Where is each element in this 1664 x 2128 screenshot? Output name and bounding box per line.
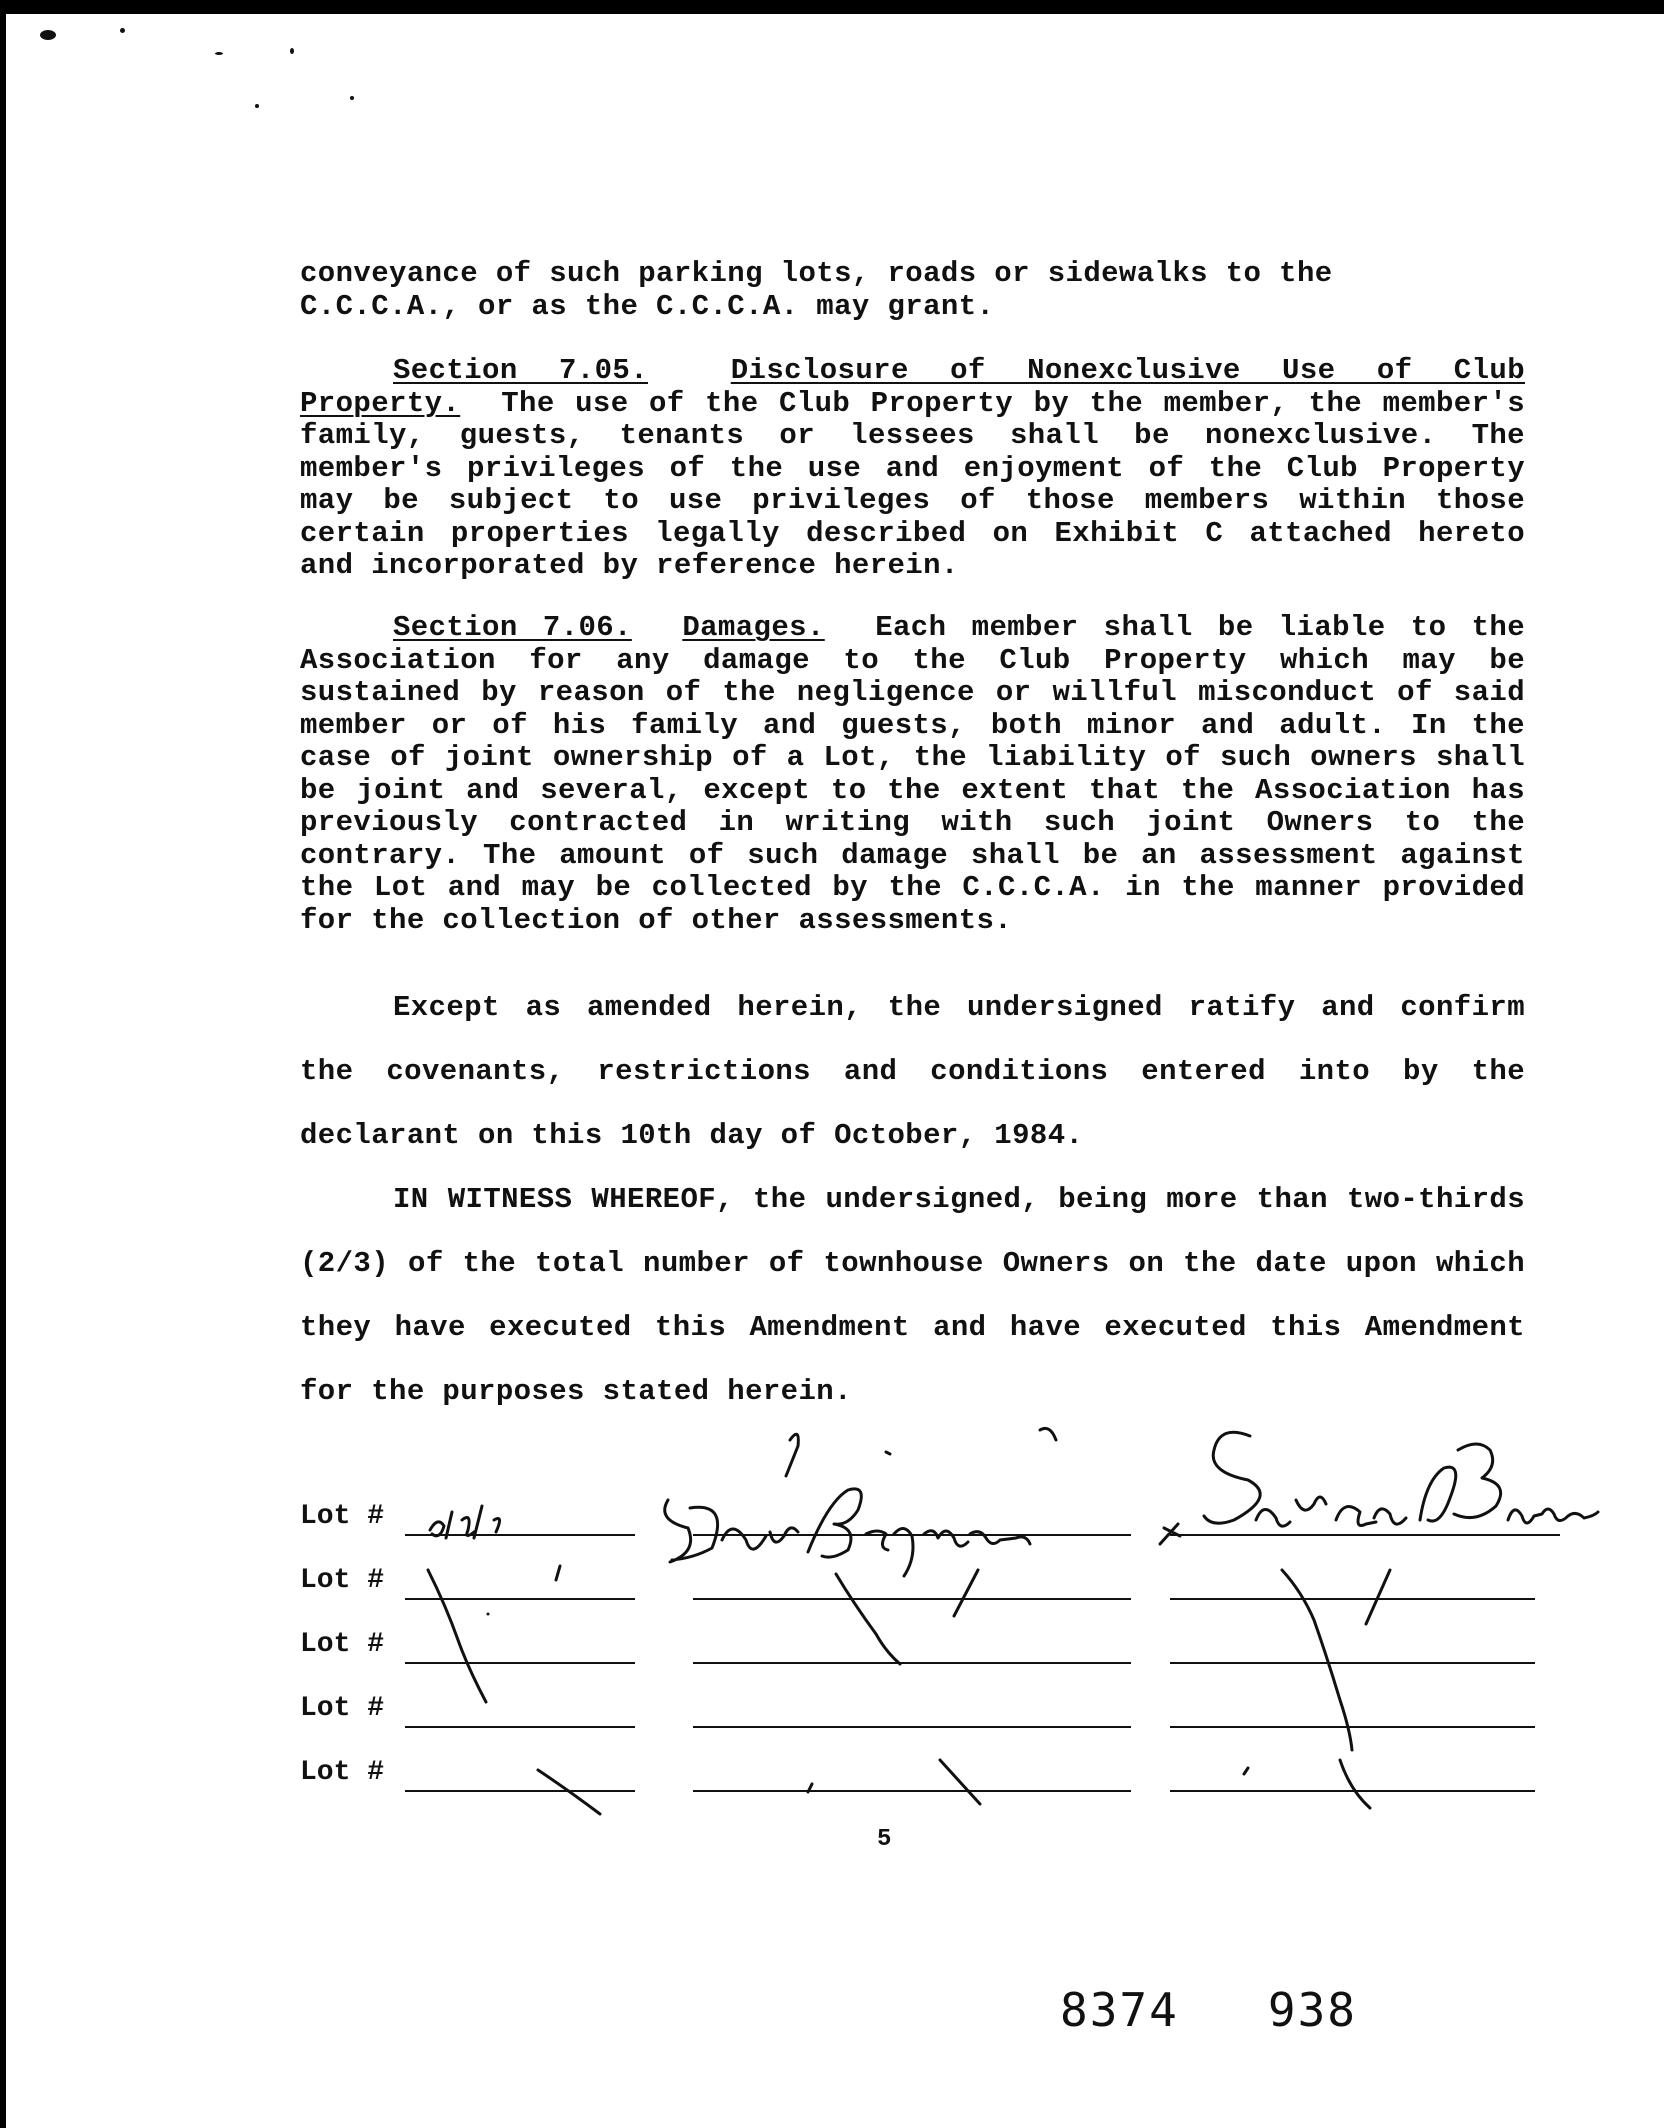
signature-line-1 bbox=[693, 1790, 1131, 1792]
section-7-05-heading: Section 7.05. bbox=[393, 354, 648, 387]
signature-row bbox=[300, 1624, 1560, 1664]
section-7-05-title: Disclosure of Nonexclusive Use of Club Property. bbox=[300, 354, 1525, 420]
lot-label: Lot # bbox=[300, 1629, 385, 1660]
signature-line-2 bbox=[1170, 1790, 1535, 1792]
lot-number-line bbox=[405, 1790, 635, 1792]
continuation-paragraph bbox=[300, 258, 1525, 323]
witness-section bbox=[300, 1168, 1525, 1424]
signature-row bbox=[300, 1496, 1560, 1536]
ratify-paragraph bbox=[300, 976, 1525, 1168]
lot-label: Lot # bbox=[300, 1565, 385, 1596]
signature-row bbox=[300, 1560, 1560, 1600]
witness-text: IN WITNESS WHEREOF, the undersigned, being more than two-thirds (2/3) of the total number of townhouse Owners on the date upon which they have executed this Amendment and have executed this Amendment for the purposes stated herein. bbox=[300, 1183, 1525, 1408]
lot-number-line bbox=[405, 1726, 635, 1728]
continuation-line-2: C.C.C.A., or as the C.C.C.A. may grant. bbox=[300, 289, 995, 323]
section-7-05 bbox=[300, 355, 1525, 583]
signature-line-1 bbox=[693, 1598, 1131, 1600]
lot-label: Lot # bbox=[300, 1757, 385, 1788]
document-number-part-2: 938 bbox=[1267, 1983, 1357, 2037]
signature-line-1 bbox=[693, 1534, 1131, 1536]
signature-line-2 bbox=[1170, 1726, 1535, 1728]
section-7-06-body: Each member shall be liable to the Association for any damage to the Club Property which may be sustained by reason of the negligence or willful misconduct of said member or of his family and guests, both minor and adult. In the case of joint ownership of a Lot, the liability of such owners shall be joint and several, except to the extent that the Association has previously contracted in writing with such joint Owners to the contrary. The amount of such damage shall be an assessment against the Lot and may be collected by the C.C.C.A. in the manner provided for the collection of other assessments. bbox=[300, 611, 1526, 937]
signature-line-2 bbox=[1170, 1534, 1560, 1536]
signature-block bbox=[300, 1496, 1560, 1816]
signature-row bbox=[300, 1688, 1560, 1728]
signature-line-2 bbox=[1170, 1598, 1535, 1600]
section-7-06-paragraph bbox=[300, 612, 1525, 937]
section-7-06 bbox=[300, 612, 1525, 937]
lot-number-line bbox=[405, 1534, 635, 1536]
signature-line-1 bbox=[693, 1662, 1131, 1664]
ratify-section bbox=[300, 976, 1525, 1168]
page-number: 5 bbox=[877, 1826, 892, 1853]
lot-number-line bbox=[405, 1598, 635, 1600]
document-number bbox=[1060, 1983, 1357, 2037]
signature-line-1 bbox=[693, 1726, 1131, 1728]
section-7-06-title: Damages. bbox=[682, 611, 825, 644]
section-7-05-paragraph bbox=[300, 355, 1525, 583]
lot-label: Lot # bbox=[300, 1693, 385, 1724]
document-number-part-1: 8374 bbox=[1060, 1983, 1179, 2037]
ratify-text: Except as amended herein, the undersigned ratify and confirm the covenants, restrictions and conditions entered into by the declarant on this 10th day of October, 1984. bbox=[300, 991, 1525, 1152]
signature-line-2 bbox=[1170, 1662, 1535, 1664]
lot-label: Lot # bbox=[300, 1501, 385, 1532]
signature-row bbox=[300, 1752, 1560, 1792]
section-7-05-body: The use of the Club Property by the member, the member's family, guests, tenants or lessees shall be nonexclusive. The member's privileges of the use and enjoyment of the Club Property may be subject to use privileges of those members within those certain properties legally described on Exhibit C attached hereto and incorporated by reference herein. bbox=[300, 386, 1525, 582]
continuation-line-1: conveyance of such parking lots, roads or sidewalks to the bbox=[300, 257, 1333, 290]
witness-paragraph bbox=[300, 1168, 1525, 1424]
section-7-06-heading: Section 7.06. bbox=[393, 611, 632, 644]
lot-number-line bbox=[405, 1662, 635, 1664]
